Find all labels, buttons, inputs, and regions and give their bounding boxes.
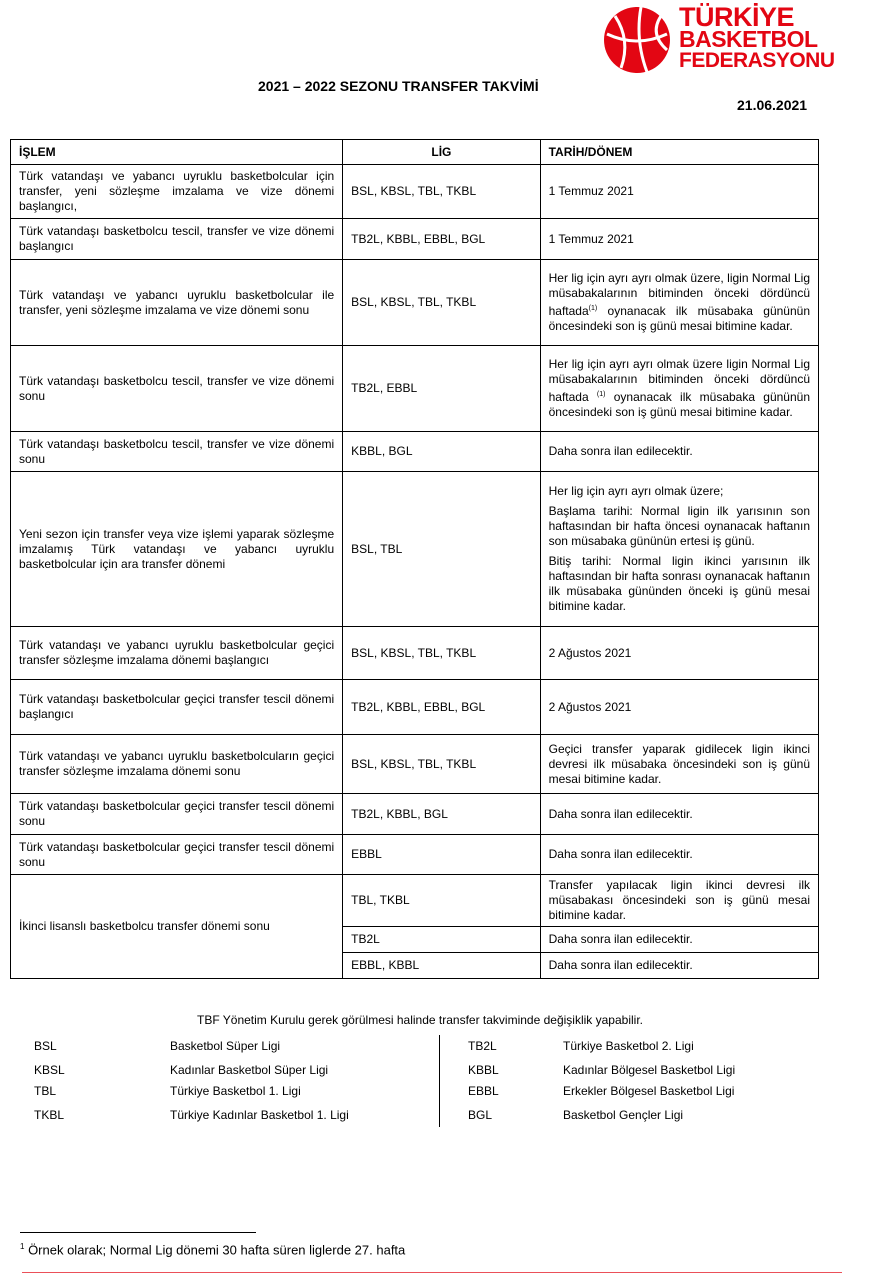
lig-cell: TB2L, KBBL, BGL <box>343 794 540 835</box>
tarih-text: Her lig için ayrı ayrı olmak üzere, ligin Normal Lig müsabakalarının bitiminden önceki dördüncü haftada <box>548 271 810 318</box>
islem-cell: Türk vatandaşı ve yabancı uyruklu basketbolcular için transfer, yeni sözleşme imzalama ve vize dönemi başlangıcı, <box>11 165 343 219</box>
footnote-separator <box>20 1232 256 1233</box>
basketball-icon <box>601 4 673 76</box>
lig-cell: BSL, KBSL, TBL, TKBL <box>343 165 540 219</box>
table-row <box>11 472 819 627</box>
abbr-code: TBL <box>34 1084 57 1098</box>
tarih-cell: Daha sonra ilan edilecektir. <box>540 953 818 979</box>
lig-cell: BSL, KBSL, TBL, TKBL <box>343 627 540 680</box>
table-header-row <box>11 140 819 165</box>
footnote-ref: (1) <box>588 305 598 312</box>
logo-line-3: FEDERASYONU <box>679 49 835 72</box>
abbr-name: Kadınlar Bölgesel Basketbol Ligi <box>563 1063 736 1077</box>
table-row <box>11 735 819 794</box>
document-title: 2021 – 2022 SEZONU TRANSFER TAKVİMİ <box>258 78 539 94</box>
table-row <box>11 627 819 680</box>
abbr-code: KBBL <box>468 1063 499 1077</box>
islem-cell: Yeni sezon için transfer veya vize işlemi yaparak sözleşme imzalamış Türk vatandaşı ve yabancı uyruklu basketbolcular için ara transfer dönemi <box>11 472 343 627</box>
tarih-paragraph: Her lig için ayrı ayrı olmak üzere; <box>548 484 724 498</box>
lig-cell: TB2L, KBBL, EBBL, BGL <box>343 219 540 260</box>
tarih-text: oynanacak ilk müsabaka gününün öncesindeki son iş günü mesai bitimine kadar. <box>548 390 811 419</box>
page-bottom-rule <box>22 1272 842 1273</box>
lig-cell: KBBL, BGL <box>343 432 540 472</box>
footnote-ref: (1) <box>596 391 606 398</box>
table-row <box>11 794 819 835</box>
abbr-name: Basketbol Gençler Ligi <box>563 1108 684 1122</box>
tarih-cell: Daha sonra ilan edilecektir. <box>540 432 818 472</box>
islem-cell: Türk vatandaşı basketbolcular geçici transfer tescil dönemi başlangıcı <box>11 680 343 735</box>
lig-cell: TBL, TKBL <box>343 875 540 927</box>
tarih-cell: 1 Temmuz 2021 <box>540 219 818 260</box>
islem-cell: Türk vatandaşı basketbolcu tescil, transfer ve vize dönemi sonu <box>11 346 343 432</box>
transfer-schedule-table <box>10 139 819 979</box>
table-row <box>11 260 819 346</box>
tarih-cell: Geçici transfer yaparak gidilecek ligin ikinci devresi ilk müsabaka öncesindeki son iş günü mesai bitimine kadar. <box>540 735 818 794</box>
islem-cell: Türk vatandaşı basketbolcu tescil, transfer ve vize dönemi sonu <box>11 432 343 472</box>
lig-cell: BSL, KBSL, TBL, TKBL <box>343 735 540 794</box>
tarih-text: Her lig için ayrı ayrı olmak üzere ligin Normal Lig müsabakalarının bitiminden önceki dördüncü haftada <box>548 357 810 404</box>
lig-cell: BSL, KBSL, TBL, TKBL <box>343 260 540 346</box>
tarih-cell: Daha sonra ilan edilecektir. <box>540 794 818 835</box>
islem-cell: Türk vatandaşı basketbolcu tescil, transfer ve vize dönemi başlangıcı <box>11 219 343 260</box>
board-note: TBF Yönetim Kurulu gerek görülmesi halinde transfer takviminde değişiklik yapabilir. <box>197 1013 643 1027</box>
lig-cell: TB2L, KBBL, EBBL, BGL <box>343 680 540 735</box>
header-tarih: TARİH/DÖNEM <box>540 140 818 165</box>
tarih-cell: Daha sonra ilan edilecektir. <box>540 835 818 875</box>
table-row <box>11 432 819 472</box>
footnote <box>20 1242 405 1257</box>
table-row <box>11 875 819 927</box>
abbr-name: Kadınlar Basketbol Süper Ligi <box>170 1063 329 1077</box>
abbr-code: EBBL <box>468 1084 499 1098</box>
logo-line-2: BASKETBOL <box>679 26 818 52</box>
tarih-cell: 2 Ağustos 2021 <box>540 627 818 680</box>
abbr-code: TB2L <box>468 1039 497 1053</box>
tarih-paragraph: Bitiş tarihi: Normal ligin ikinci yarısının ilk haftasından bir hafta sonrası oynanacak haftanın ilk müsabaka gününden önceki iş günü mesai bitimine kadar. <box>548 554 810 613</box>
abbr-name: Türkiye Basketbol 2. Ligi <box>563 1039 694 1053</box>
lig-cell: EBBL, KBBL <box>343 953 540 979</box>
tarih-text: oynanacak ilk müsabaka gününün öncesindeki son iş günü mesai bitimine kadar. <box>548 304 810 333</box>
table-row <box>11 835 819 875</box>
table-row <box>11 680 819 735</box>
tarih-paragraph: Başlama tarihi: Normal ligin ilk yarısının son haftasından bir hafta öncesi oynanacak haftanın son müsabaka gününün ertesi iş günü. <box>548 504 810 548</box>
abbr-name: Basketbol Süper Ligi <box>170 1039 281 1053</box>
lig-cell: EBBL <box>343 835 540 875</box>
abbr-code: KBSL <box>34 1063 65 1077</box>
tarih-cell: 1 Temmuz 2021 <box>540 165 818 219</box>
lig-cell: BSL, TBL <box>343 472 540 627</box>
islem-cell: Türk vatandaşı basketbolcular geçici transfer tescil dönemi sonu <box>11 835 343 875</box>
tarih-cell <box>540 346 818 432</box>
islem-cell: Türk vatandaşı ve yabancı uyruklu basketbolcular geçici transfer sözleşme imzalama dönemi başlangıcı <box>11 627 343 680</box>
document-date: 21.06.2021 <box>737 97 808 113</box>
logo-line-1: TÜRKİYE <box>679 2 795 32</box>
tbf-logo <box>601 4 833 76</box>
header-islem: İŞLEM <box>11 140 343 165</box>
tarih-cell <box>540 260 818 346</box>
table-row <box>11 346 819 432</box>
tarih-cell: Daha sonra ilan edilecektir. <box>540 927 818 953</box>
islem-cell: Türk vatandaşı ve yabancı uyruklu basketbolcuların geçici transfer sözleşme imzalama dönemi sonu <box>11 735 343 794</box>
header-lig: LİG <box>343 140 540 165</box>
islem-cell: Türk vatandaşı ve yabancı uyruklu basketbolcular ile transfer, yeni sözleşme imzalama ve vize dönemi sonu <box>11 260 343 346</box>
abbr-name: Türkiye Kadınlar Basketbol 1. Ligi <box>170 1108 349 1122</box>
abbreviation-divider <box>439 1035 440 1127</box>
abbr-name: Erkekler Bölgesel Basketbol Ligi <box>563 1084 735 1098</box>
tarih-cell: Transfer yapılacak ligin ikinci devresi ilk müsabakası öncesindeki son iş günü mesai bitimine kadar. <box>540 875 818 927</box>
tarih-cell <box>540 472 818 627</box>
abbr-code: BGL <box>468 1108 493 1122</box>
abbr-code: BSL <box>34 1039 57 1053</box>
tarih-cell: 2 Ağustos 2021 <box>540 680 818 735</box>
lig-cell: TB2L <box>343 927 540 953</box>
footnote-mark: 1 <box>20 1242 25 1251</box>
abbr-code: TKBL <box>34 1108 65 1122</box>
table-row <box>11 219 819 260</box>
islem-cell: İkinci lisanslı basketbolcu transfer dönemi sonu <box>11 875 343 979</box>
lig-cell: TB2L, EBBL <box>343 346 540 432</box>
footnote-text: Örnek olarak; Normal Lig dönemi 30 hafta süren liglerde 27. hafta <box>24 1242 406 1258</box>
abbr-name: Türkiye Basketbol 1. Ligi <box>170 1084 301 1098</box>
table-row <box>11 165 819 219</box>
islem-cell: Türk vatandaşı basketbolcular geçici transfer tescil dönemi sonu <box>11 794 343 835</box>
